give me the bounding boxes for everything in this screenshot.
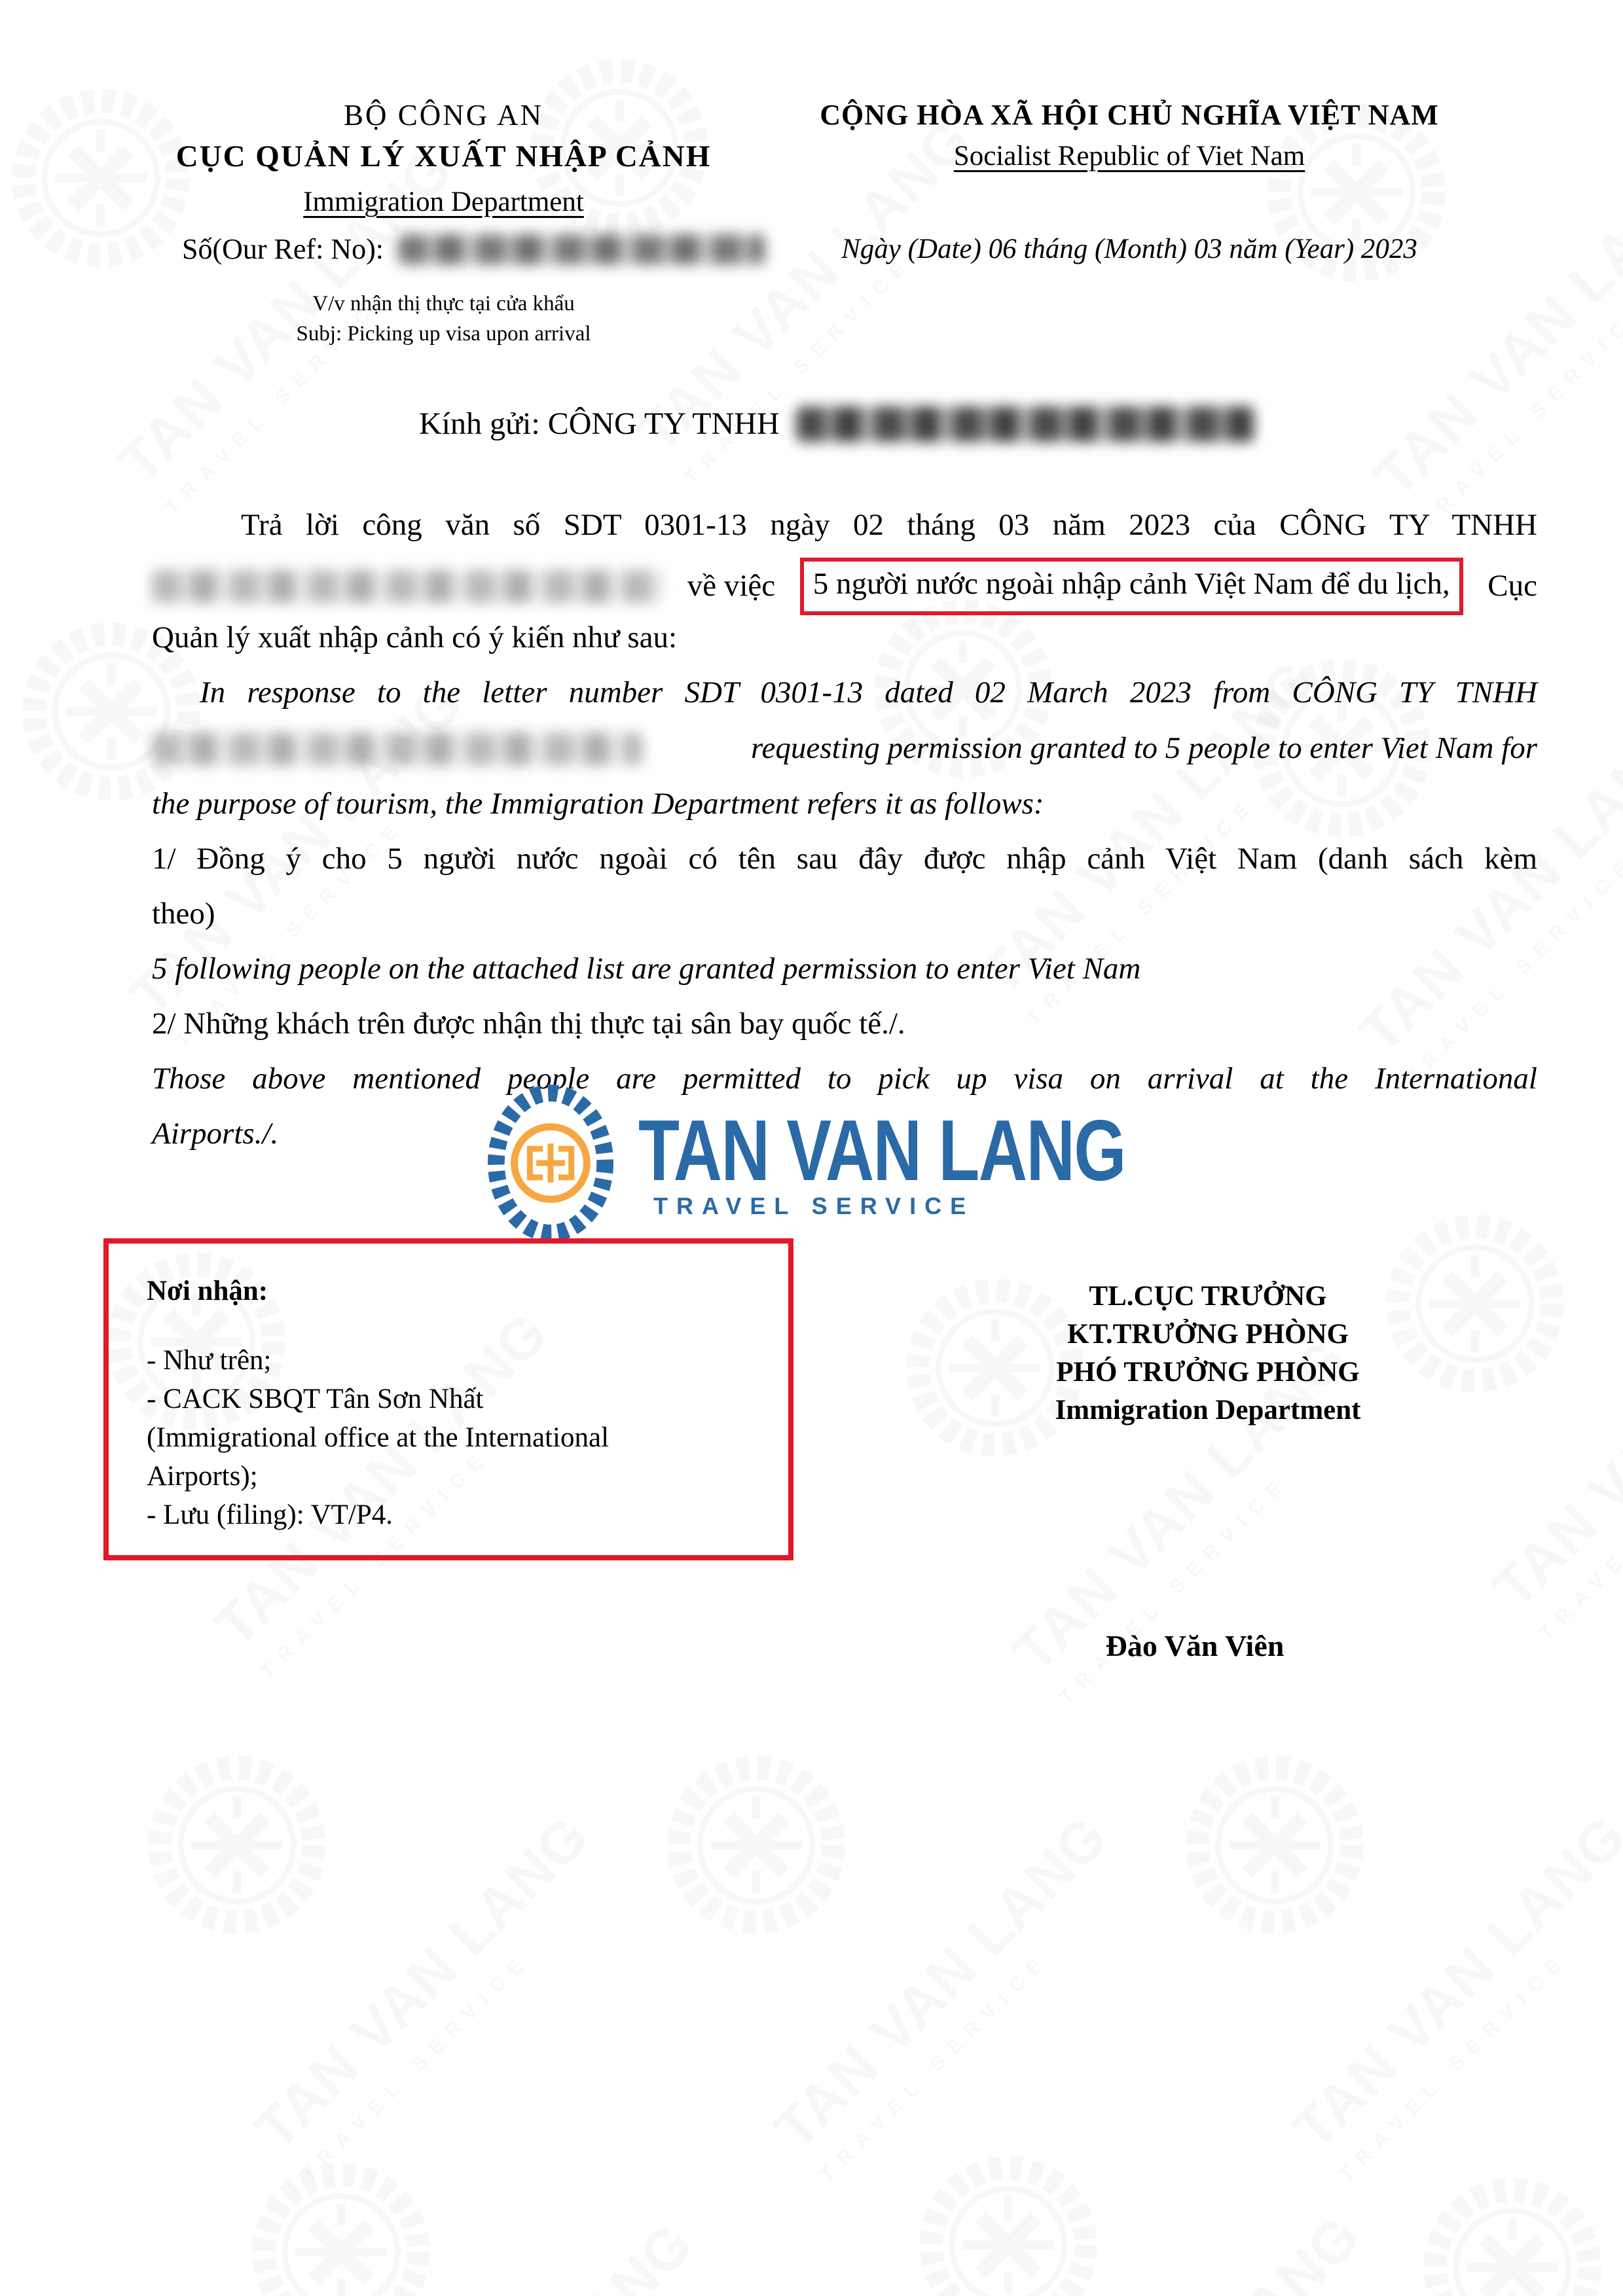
item1-line-vi-1: 1/ Đồng ý cho 5 người nước ngoài có tên sau đây được nhập cảnh Việt Nam (danh sách kèm [152,842,1537,876]
watermark-rosette [0,600,471,1071]
subject-line-en: Subj: Picking up visa upon arrival [296,322,591,346]
ministry-title: BỘ CÔNG AN [343,99,544,132]
recipients-box [103,1238,793,1560]
item2-line-en-2: Airports./. [152,1117,279,1151]
date-line: Ngày (Date) 06 tháng (Month) 03 năm (Year) 2023 [841,234,1417,264]
travel-agency-name: TAN VAN LANG [638,1102,1125,1198]
watermark-rosette [1401,2156,1623,2296]
department-title-en: Immigration Department [303,187,584,217]
travel-agency-logo-icon [486,1081,615,1245]
recipients-box-line: - CACK SBQT Tân Sơn Nhất [147,1384,484,1414]
ref-number-label: Số(Our Ref: No): [182,233,384,265]
body-line-vi-2-pre: về việc [687,569,776,603]
watermark-rosette [126,1734,597,2205]
body-line-vi-3: Quản lý xuất nhập cảnh có ý kiến như sau: [152,620,678,655]
recipients-box-line: - Lưu (filing): VT/P4. [147,1499,393,1530]
item2-line-en-1: Those above mentioned people are permitted to pick up visa on arrival at the International [152,1062,1537,1096]
highlight-redbox-text: 5 người nước ngoài nhập cảnh Việt Nam để du lịch, [800,558,1463,615]
body-line-vi-1: Trả lời công văn số SDT 0301-13 ngày 02 tháng 03 năm 2023 của CÔNG TY TNHH [241,508,1537,542]
travel-agency-tagline: TRAVEL SERVICE [653,1193,975,1219]
item1-line-vi-2: theo) [152,897,215,931]
recipients-box-line: - Như trên; [147,1345,272,1376]
signer-name: Đào Văn Viên [1105,1629,1285,1662]
subject-line-vi: V/v nhận thị thực tại cửa khẩu [312,292,575,315]
salutation: Kính gửi: CÔNG TY TNHH [419,406,780,441]
signature-title-line: Immigration Department [1055,1395,1361,1426]
body-line-en-3: the purpose of tourism, the Immigration Department refers it as follows: [152,787,1044,821]
redacted-company-name [152,570,663,603]
watermark-rosette [645,1734,1116,2205]
watermark-rosette [897,2134,1368,2296]
recipients-box-title: Nơi nhận: [147,1276,268,1306]
national-motto-vi: CỘNG HÒA XÃ HỘI CHỦ NGHĨA VIỆT NAM [820,99,1439,131]
body-line-en-1: In response to the letter number SDT 0301-13 dated 02 March 2023 from CÔNG TY TNHH [200,675,1537,709]
signature-title-line: PHÓ TRƯỞNG PHÒNG [1056,1357,1360,1388]
redacted-ref-number [398,234,765,264]
redacted-company-name [152,732,643,765]
signature-title-line: KT.TRƯỞNG PHÒNG [1067,1319,1349,1350]
redacted-company-name [796,406,1254,442]
national-motto-en: Socialist Republic of Viet Nam [953,141,1305,171]
body-line-en-2: requesting permission granted to 5 people to enter Viet Nam for [751,731,1537,766]
recipients-box-line: (Immigrational office at the International [147,1422,610,1453]
department-title-vi: CỤC QUẢN LÝ XUẤT NHẬP CẢNH [175,139,712,173]
body-line-vi-2-post: Cục [1487,569,1537,603]
item1-line-en: 5 following people on the attached list are granted permission to enter Viet Nam [152,952,1141,986]
watermark-rosette [230,2141,701,2296]
item2-line-vi: 2/ Những khách trên được nhận thị thực tại sân bay quốc tế./. [152,1007,905,1041]
signature-title-line: TL.CỤC TRƯỞNG [1089,1281,1327,1312]
recipients-box-line: Airports); [147,1461,258,1492]
watermark-rosette [1163,1734,1623,2205]
